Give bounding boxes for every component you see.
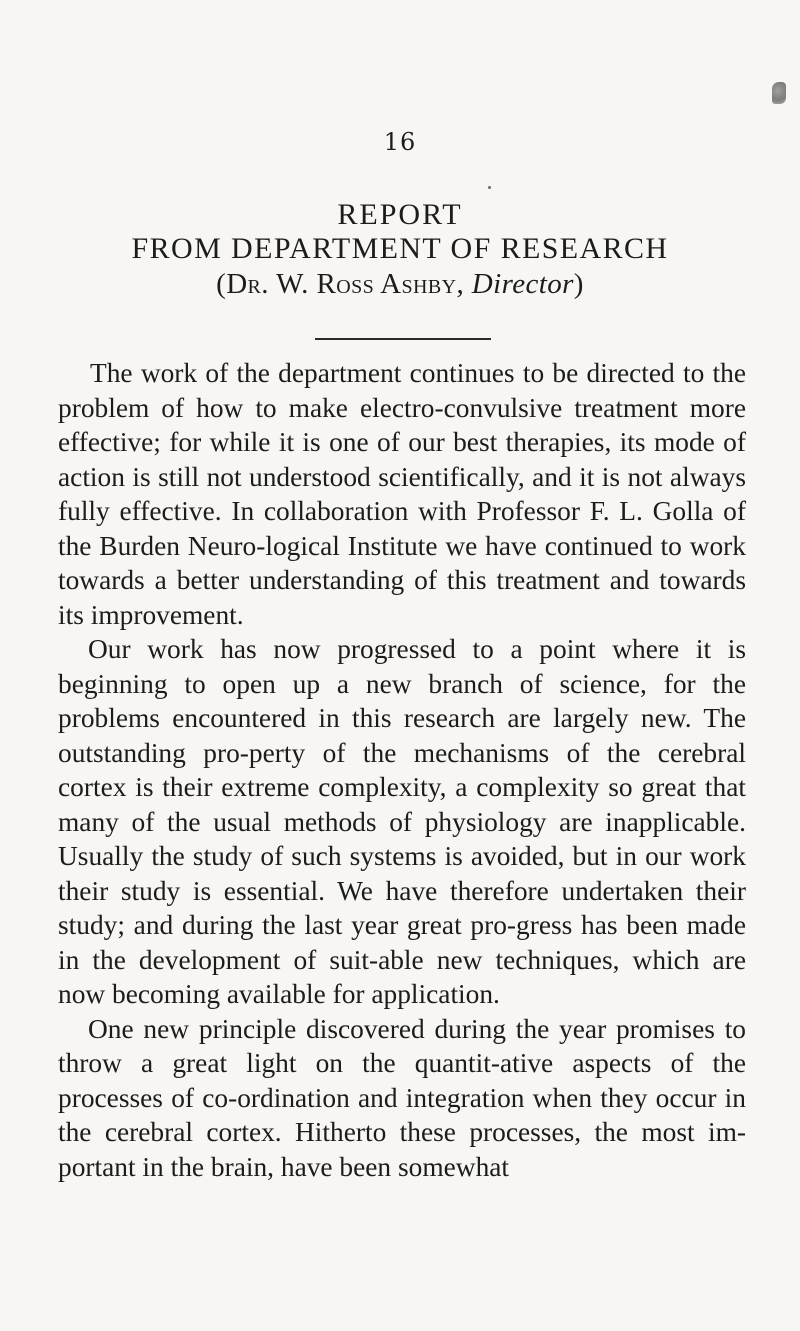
byline-role: Director <box>471 268 574 300</box>
page-number: 16 <box>383 128 417 156</box>
byline-open: ( <box>216 268 227 300</box>
byline <box>0 268 800 301</box>
corner-blot <box>772 82 786 104</box>
paragraph: Our work has now progressed to a point where it is beginning to open up a new branch of science, for the problems encountered in this research are largely new. The outstanding pro-perty of the mechanisms of the cerebral cortex is their extreme complexity, a complexity so great that many of the usual methods of physiology are inapplicable. Usually the study of such systems is avoided, but in our work their study is essential. We have therefore undertaken their study; and during the last year great pro-gress has been made in the development of suit-able new techniques, which are now becoming available for application. <box>58 634 746 1009</box>
body-text <box>58 356 746 1184</box>
byline-separator: , <box>456 268 472 300</box>
paragraph: The work of the department continues to be directed to the problem of how to make electro-convulsive treatment more effective; for while it is one of our best therapies, its mode of action is still not understood scientifically, and it is not always fully effective. In collaboration with Professor F. L. Golla of the Burden Neuro-logical Institute we have continued to work towards a better understanding of this treatment and towards its improvement. <box>58 358 746 630</box>
report-title: REPORT <box>337 198 463 231</box>
paragraph: One new principle discovered during the year promises to throw a great light on the quantit-ative aspects of the processes of co-ordination and integration when they occur in the cerebral cortex. Hitherto these processes, the most im-portant in the brain, have been somewhat <box>58 1013 746 1182</box>
section-divider <box>315 338 491 340</box>
byline-author: Dr. W. Ross Ashby <box>226 268 457 300</box>
ink-speck <box>488 186 491 189</box>
report-subtitle: FROM DEPARTMENT OF RESEARCH <box>131 232 669 265</box>
byline-close: ) <box>573 268 584 300</box>
